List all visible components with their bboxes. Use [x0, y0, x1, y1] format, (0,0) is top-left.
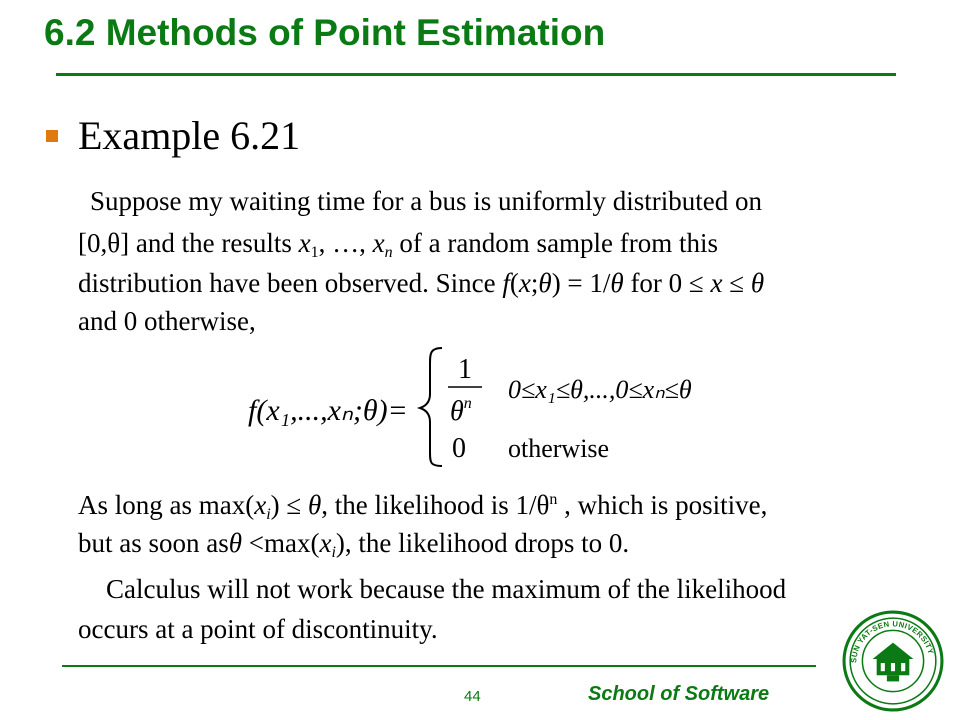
case1-condition: 0≤x₁≤θ,...,0≤xₙ≤θ	[508, 375, 692, 404]
paragraph1-line1: Suppose my waiting time for a bus is uniformly distributed on	[90, 186, 762, 216]
case2-condition: otherwise	[508, 434, 610, 463]
page-title: 6.2 Methods of Point Estimation	[44, 12, 606, 53]
paragraph1-line3: distribution have been observed. Since f(x;θ) = 1/θ for 0 ≤ x ≤ θ	[78, 268, 765, 298]
page-number: 44	[464, 688, 481, 705]
university-logo-icon	[842, 610, 944, 712]
footer-divider	[62, 665, 816, 667]
formula-brace	[420, 348, 442, 466]
paragraph2-line1: As long as $\max(x_i) \le \theta$, the likelihood is $1/\theta^n$ , which is positive,	[78, 490, 768, 523]
example-heading: Example 6.21	[78, 113, 301, 158]
paragraph1-line4: and 0 otherwise,	[78, 306, 256, 336]
paragraph1-line2: [0,θ] and the results $x_1$, …, $x_n$ of a random sample from this	[78, 228, 719, 261]
title-divider	[56, 73, 896, 76]
svg-text:SUN YAT-SEN UNIVERSITY: SUN YAT-SEN UNIVERSITY	[849, 619, 936, 664]
formula-lhs: f(x₁,...,xₙ;θ)=	[248, 394, 408, 427]
case1-numerator: 1	[458, 354, 472, 385]
paragraph2-line2: but as soon $as\theta <\max(x_i)$, the likelihood drops to 0.	[78, 528, 630, 561]
bullet-square-icon	[46, 130, 58, 142]
likelihood-formula	[240, 340, 780, 470]
school-name: School of Software	[588, 683, 770, 705]
paragraph3-line2: occurs at a point of discontinuity.	[78, 614, 438, 644]
case2-value: 0	[452, 433, 466, 464]
paragraph3-line1: Calculus will not work because the maximum of the likelihood	[106, 574, 787, 604]
case1-denominator: $\theta^n$	[450, 395, 472, 427]
